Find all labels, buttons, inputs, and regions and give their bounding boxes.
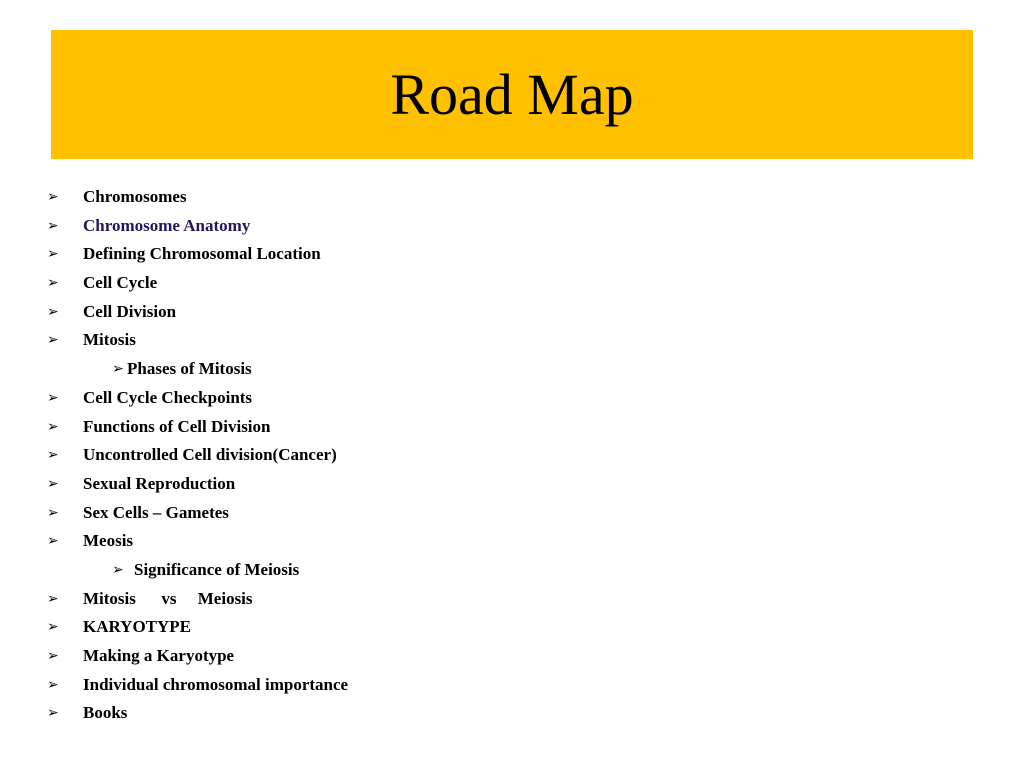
list-item-making-a-karyotype bbox=[0, 642, 1024, 671]
sub-list-item-significance-of-meiosis bbox=[0, 556, 1024, 585]
list-item-label: Mitosis vs Meiosis bbox=[83, 588, 253, 608]
list-item-label: Chromosomes bbox=[83, 187, 187, 206]
list-item-label: Meosis bbox=[83, 531, 134, 551]
list-item-label: KARYOTYPE bbox=[83, 617, 192, 637]
list-item-label: Chromosome Anatomy bbox=[83, 215, 251, 235]
list-item-individual-chromosomal-importance bbox=[0, 671, 1024, 700]
sub-list-item-phases-of-mitosis bbox=[0, 355, 1024, 384]
list-item-label: Functions of Cell Division bbox=[83, 416, 271, 436]
arrow-bullet-icon: ➢ bbox=[47, 648, 59, 664]
list-item-defining-chromosomal-location bbox=[0, 240, 1024, 269]
list-item-chromosomes bbox=[0, 183, 1024, 212]
arrow-bullet-icon: ➢ bbox=[47, 447, 59, 464]
arrow-bullet-icon: ➢ bbox=[47, 189, 59, 205]
arrow-bullet-icon: ➢ bbox=[47, 676, 59, 693]
arrow-bullet-icon: ➢ bbox=[47, 303, 59, 320]
arrow-bullet-icon: ➢ bbox=[47, 217, 59, 234]
bullet-list bbox=[0, 183, 1024, 728]
list-item-label: Sexual Reproduction bbox=[83, 473, 236, 493]
list-item-label: Significance of Meiosis bbox=[134, 559, 300, 579]
list-item-label: Sex Cells – Gametes bbox=[83, 502, 229, 522]
arrow-bullet-icon: ➢ bbox=[47, 389, 59, 406]
list-item-mitosis-vs-meiosis bbox=[0, 585, 1024, 614]
arrow-bullet-icon: ➢ bbox=[47, 275, 59, 292]
slide-title: Road Map bbox=[390, 61, 634, 127]
list-item-chromosome-anatomy bbox=[0, 212, 1024, 241]
list-item-label: Mitosis bbox=[83, 330, 136, 350]
arrow-bullet-icon: ➢ bbox=[47, 418, 59, 435]
list-item-label: Cell Cycle Checkpoints bbox=[83, 387, 253, 407]
list-item-mitosis bbox=[0, 326, 1024, 355]
arrow-bullet-icon: ➢ bbox=[112, 561, 124, 578]
arrow-bullet-icon: ➢ bbox=[47, 705, 59, 722]
list-item-label: Cell Division bbox=[83, 301, 177, 321]
list-item-label: Books bbox=[83, 703, 128, 723]
list-item-cell-cycle bbox=[0, 269, 1024, 298]
list-item-meosis bbox=[0, 527, 1024, 556]
arrow-bullet-icon: ➢ bbox=[47, 590, 59, 607]
list-item-sex-cells-gametes bbox=[0, 499, 1024, 528]
list-item-cell-division bbox=[0, 298, 1024, 327]
arrow-bullet-icon: ➢ bbox=[47, 246, 59, 263]
arrow-bullet-icon: ➢ bbox=[47, 533, 59, 550]
list-item-karyotype bbox=[0, 613, 1024, 642]
list-item-label: Uncontrolled Cell division(Cancer) bbox=[83, 445, 337, 465]
arrow-bullet-icon: ➢ bbox=[47, 504, 59, 521]
list-item-label: Making a Karyotype bbox=[83, 646, 235, 665]
list-item-label: Phases of Mitosis bbox=[127, 359, 252, 379]
list-item-label: Defining Chromosomal Location bbox=[83, 244, 321, 264]
list-item-books bbox=[0, 699, 1024, 728]
list-item-cell-cycle-checkpoints bbox=[0, 384, 1024, 413]
list-item-label: Cell Cycle bbox=[83, 273, 158, 293]
list-item-uncontrolled-cell-division bbox=[0, 441, 1024, 470]
title-bar bbox=[51, 30, 973, 159]
arrow-bullet-icon: ➢ bbox=[112, 361, 124, 378]
arrow-bullet-icon: ➢ bbox=[47, 475, 59, 492]
list-item-functions-of-cell-division bbox=[0, 413, 1024, 442]
arrow-bullet-icon: ➢ bbox=[47, 332, 59, 349]
arrow-bullet-icon: ➢ bbox=[47, 619, 59, 636]
list-item-label: Individual chromosomal importance bbox=[83, 674, 349, 694]
list-item-sexual-reproduction bbox=[0, 470, 1024, 499]
